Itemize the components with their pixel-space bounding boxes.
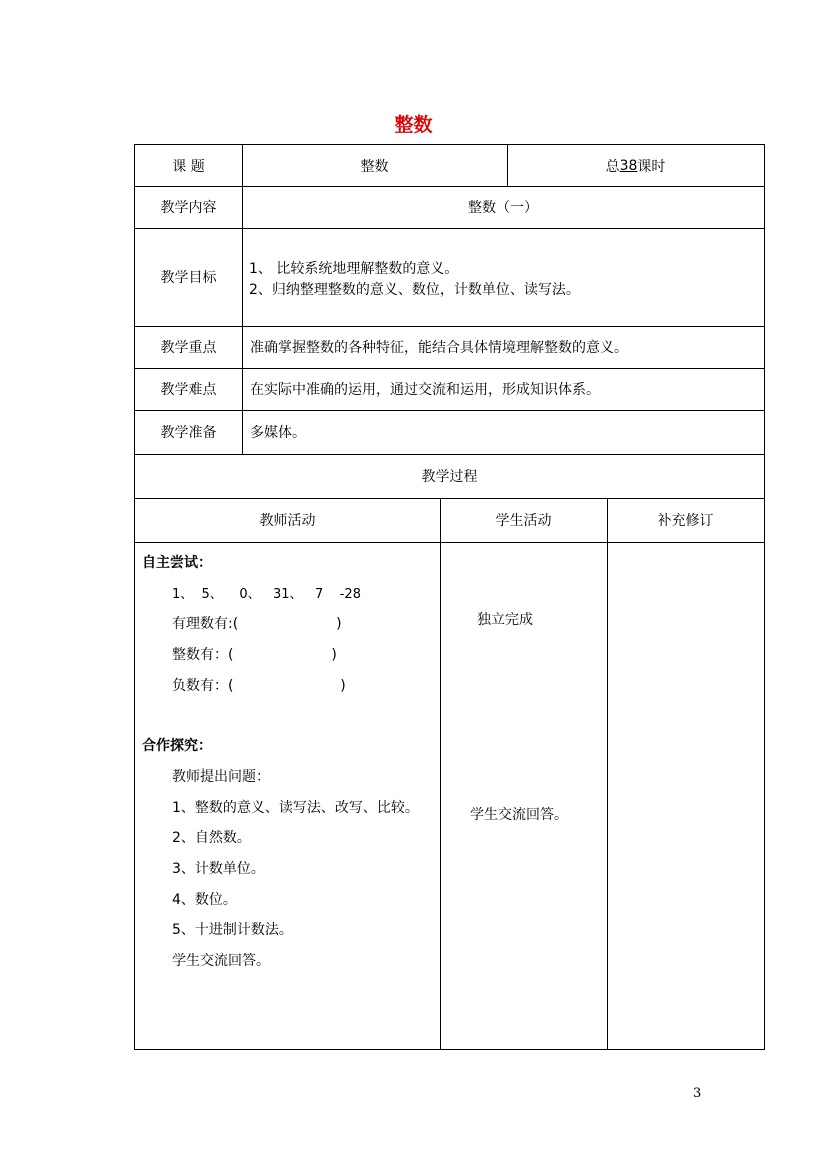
total-prefix: 总	[605, 158, 620, 175]
lesson-plan-table	[134, 144, 765, 1050]
section-self-try-title: 自主尝试：	[142, 555, 212, 571]
student-answer-2: 学生交流回答。	[470, 807, 568, 823]
question-2: 2、自然数。	[172, 830, 251, 846]
label-preparation: 教学准备	[160, 425, 217, 441]
question-4: 4、数位。	[172, 892, 237, 908]
integers-prompt: 整数有：( )	[172, 647, 337, 663]
total-number: 38	[619, 157, 638, 174]
total-suffix: 课时	[637, 158, 666, 175]
question-intro: 教师提出问题：	[172, 769, 270, 785]
number-list: 1、 5、 0、 31、 7 -28	[172, 587, 361, 602]
rational-numbers-prompt: 有理数有:( )	[172, 616, 342, 632]
goal-line-1: 1、 比较系统地理解整数的意义。	[249, 261, 459, 277]
label-difficulties: 教学难点	[160, 382, 217, 398]
label-teaching-goals: 教学目标	[160, 270, 217, 286]
total-hours	[507, 145, 764, 186]
preparation-value: 多媒体。	[250, 425, 306, 441]
teaching-process-header: 教学过程	[421, 469, 478, 485]
label-lesson-topic: 课 题	[172, 158, 205, 175]
goal-line-2: 2、归纳整理整数的意义、数位，计数单位、读写法。	[249, 282, 580, 298]
section-cooperation-title: 合作探究：	[142, 738, 212, 754]
question-6: 学生交流回答。	[172, 953, 270, 969]
teaching-content-value: 整数（一）	[468, 200, 538, 216]
difficulties-value: 在实际中准确的运用，通过交流和运用，形成知识体系。	[250, 382, 600, 398]
col-student-activity: 学生活动	[495, 513, 552, 529]
page-number: 3	[693, 1086, 702, 1101]
col-revision: 补充修订	[657, 513, 714, 529]
negative-numbers-prompt: 负数有：( )	[172, 678, 346, 694]
question-5: 5、十进制计数法。	[172, 922, 293, 938]
label-key-points: 教学重点	[160, 340, 217, 356]
lesson-topic-value: 整数	[360, 158, 389, 175]
student-answer-1: 独立完成	[477, 612, 533, 628]
question-1: 1、整数的意义、读写法、改写、比较。	[172, 800, 419, 816]
question-3: 3、计数单位。	[172, 861, 265, 877]
col-teacher-activity: 教师活动	[259, 513, 316, 529]
key-points-value: 准确掌握整数的各种特征，能结合具体情境理解整数的意义。	[250, 340, 628, 356]
label-teaching-content: 教学内容	[160, 200, 217, 216]
document-title: 整数	[394, 114, 433, 136]
